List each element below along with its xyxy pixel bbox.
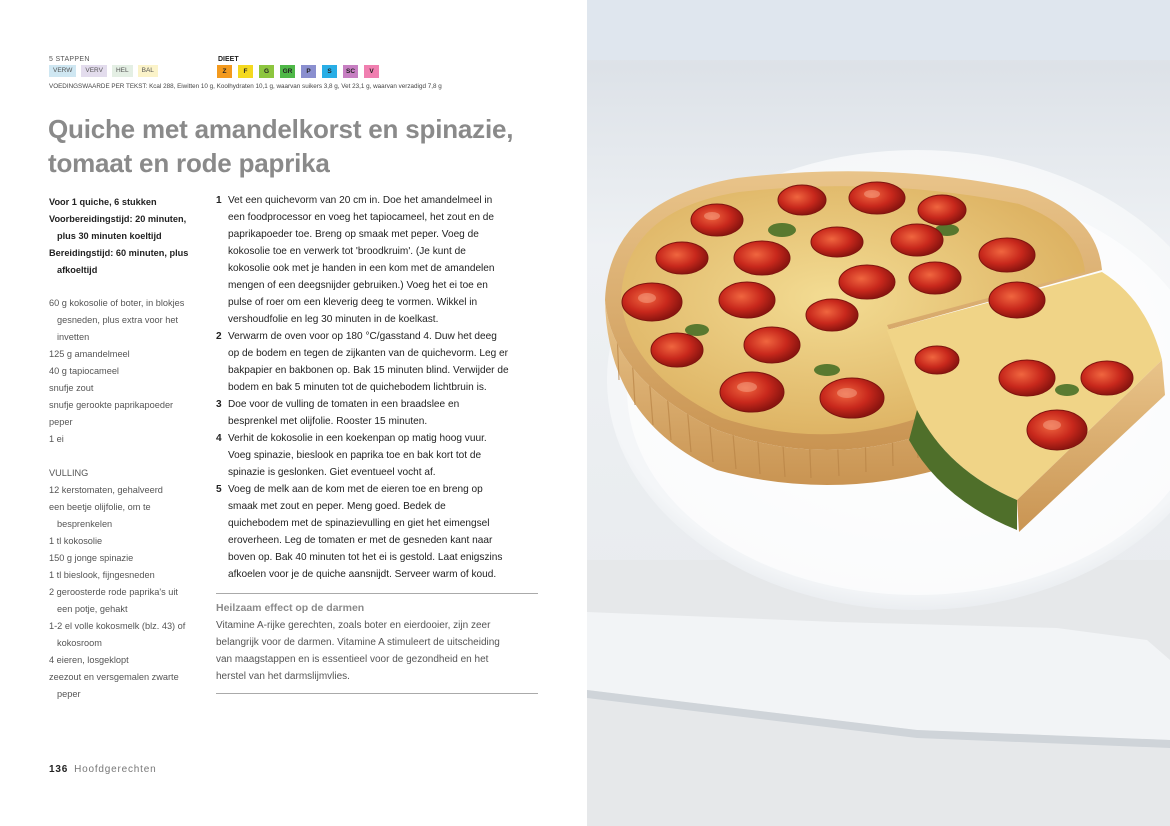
diet-tag: GR (280, 65, 295, 78)
ingredient-line: een potje, gehakt (57, 604, 128, 614)
step-line: quichebodem met de spinazievulling en giet het eimengsel (228, 518, 490, 529)
diet-tag: S (322, 65, 337, 78)
ingredient-line: 125 g amandelmeel (49, 349, 130, 359)
nutrition-info: VOEDINGSWAARDE PER TEKST: Kcal 288, Eiwitten 10 g, Koolhydraten 10,1 g, waarvan suikers 3,8 g, Vet 23,1 g, waarvan verzadigd 7,8 g (49, 83, 442, 90)
ingredient-line: zeezout en versgemalen zwarte (49, 672, 179, 682)
step-line: paprikapoeder toe. Breng op smaak met peper. Voeg de (228, 229, 479, 240)
step-line: bakpapier en bakbonen op. Bak 15 minuten blind. Verwijder de (228, 365, 509, 376)
title-line-1: Quiche met amandelkorst en spinazie, (48, 114, 514, 144)
step-line: kokosolie ook met je handen in een kom met de amandelen (228, 263, 495, 274)
method-step (216, 430, 540, 481)
step-number: 4 (216, 433, 222, 444)
step-line: Voeg spinazie, bieslook en paprika toe en bak kort tot de (228, 450, 482, 461)
tip-line: belangrijk voor de darmen. Vitamine A stimuleert de uitscheiding (216, 637, 500, 648)
tip-text (216, 617, 538, 685)
ingredient-line: 4 eieren, losgeklopt (49, 655, 129, 665)
ingredient-line: kokosroom (57, 638, 102, 648)
step-line: eroverheen. Leg de tomaten er met de gesneden kant naar (228, 535, 493, 546)
diet-tag: Z (217, 65, 232, 78)
step-line: afkoelen voor je de quiche aansnijdt. Serveer warm of koud. (228, 569, 497, 580)
page-footer (49, 764, 156, 775)
diet-tag: F (238, 65, 253, 78)
step-text (228, 328, 540, 396)
ingredient-line: 1 tl bieslook, fijngesneden (49, 570, 155, 580)
prep-time: Voorbereidingstijd: 20 minuten, (49, 214, 187, 224)
step-line: Voeg de melk aan de kom met de eieren toe en breng op (228, 484, 483, 495)
step-tag: VERW (49, 65, 76, 77)
step-number: 2 (216, 331, 222, 342)
step-text (228, 192, 540, 328)
ingredient-item (49, 397, 209, 414)
ingredient-item (49, 652, 209, 669)
ingredient-line: een beetje olijfolie, om te (49, 502, 151, 512)
steps-tags (49, 65, 158, 77)
step-text (228, 396, 540, 430)
step-tag: VERV (81, 65, 107, 77)
diet-tag: G (259, 65, 274, 78)
step-number: 1 (216, 195, 222, 206)
ingredient-line: peper (49, 417, 73, 427)
ingredient-item (49, 482, 209, 499)
ingredient-item (49, 363, 209, 380)
method-step (216, 481, 540, 583)
filling-ingredients (49, 482, 209, 703)
step-line: vershoudfolie en leg 30 minuten in de koelkast. (228, 314, 439, 325)
ingredient-line: 12 kerstomaten, gehalveerd (49, 485, 163, 495)
step-line: kokosolie toe en verwerk tot 'broodkruim'. (Je kunt de (228, 246, 466, 257)
ingredient-line: 2 geroosterde rode paprika's uit (49, 587, 178, 597)
diet-tag: P (301, 65, 316, 78)
ingredient-line: 1 ei (49, 434, 64, 444)
tip-line: herstel van het darmslijmvlies. (216, 671, 350, 682)
ingredient-item (49, 380, 209, 397)
step-tag: HEL (112, 65, 133, 77)
cook-time-cont: afkoeltijd (57, 265, 98, 275)
step-line: besprenkel met olijfolie. Rooster 15 minuten. (228, 416, 428, 427)
tip-line: Vitamine A-rijke gerechten, zoals boter en eierdooier, zijn zeer (216, 620, 491, 631)
method-step (216, 396, 540, 430)
step-line: Doe voor de vulling de tomaten in een braadslee en (228, 399, 460, 410)
diet-label: DIEET (218, 56, 239, 63)
step-number: 3 (216, 399, 222, 410)
ingredient-line: 40 g tapiocameel (49, 366, 119, 376)
filling-heading: VULLING (49, 468, 89, 478)
step-line: pulse of roer om een kleverig deeg te vormen. Wikkel in (228, 297, 478, 308)
ingredient-line: snufje gerookte paprikapoeder (49, 400, 174, 410)
quiche-illustration (587, 0, 1170, 826)
step-line: Verwarm de oven voor op 180 °C/gasstand 4. Duw het deeg (228, 331, 497, 342)
ingredient-item (49, 431, 209, 448)
step-line: op de bodem en tegen de zijkanten van de quichevorm. Leg er (228, 348, 509, 359)
page-number: 136 (49, 764, 69, 775)
step-tag: BAL (138, 65, 158, 77)
ingredient-item (49, 499, 209, 533)
cook-time: Bereidingstijd: 60 minuten, plus (49, 248, 189, 258)
section-name: Hoofdgerechten (74, 764, 157, 775)
ingredient-item (49, 533, 209, 550)
tip-box (216, 593, 538, 694)
prep-time-cont: plus 30 minuten koeltijd (57, 231, 162, 241)
ingredient-line: snufje zout (49, 383, 94, 393)
diet-tag: V (364, 65, 379, 78)
ingredient-line: 1 tl kokosolie (49, 536, 103, 546)
method-steps (216, 192, 540, 583)
step-line: smaak met zout en peper. Meng goed. Bedek de (228, 501, 446, 512)
step-number: 5 (216, 484, 222, 495)
ingredient-item (49, 567, 209, 584)
method-step (216, 328, 540, 396)
ingredient-line: invetten (57, 332, 90, 342)
ingredient-line: besprenkelen (57, 519, 113, 529)
title-line-2: tomaat en rode paprika (48, 148, 330, 178)
tip-heading: Heilzaam effect op de darmen (216, 602, 365, 614)
ingredient-item (49, 584, 209, 618)
step-line: spinazie is geslonken. Giet eventueel vocht af. (228, 467, 436, 478)
ingredient-item (49, 669, 209, 703)
ingredient-line: 60 g kokosolie of boter, in blokjes (49, 298, 185, 308)
diet-tag: SC (343, 65, 358, 78)
step-line: Vet een quichevorm van 20 cm in. Doe het amandelmeel in (228, 195, 493, 206)
ingredient-line: 150 g jonge spinazie (49, 553, 134, 563)
ingredient-line: gesneden, plus extra voor het (57, 315, 179, 325)
ingredient-item (49, 295, 209, 346)
steps-label: 5 STAPPEN (49, 56, 90, 63)
right-page (587, 0, 1170, 826)
ingredient-line: 1-2 el volle kokosmelk (blz. 43) of (49, 621, 186, 631)
tip-line: van maagstappen en is essentieel voor de gezondheid en het (216, 654, 489, 665)
step-text (228, 430, 540, 481)
servings-info (49, 194, 209, 279)
ingredient-item (49, 414, 209, 431)
step-line: boven op. Bak 40 minuten tot het ei is gestold. Laat enigszins (228, 552, 503, 563)
ingredient-item (49, 550, 209, 567)
crust-ingredients (49, 295, 209, 448)
step-line: Verhit de kokosolie in een koekenpan op matig hoog vuur. (228, 433, 487, 444)
recipe-title (48, 112, 568, 180)
step-text (228, 481, 540, 583)
quiche-photo (587, 0, 1170, 826)
ingredient-item (49, 346, 209, 363)
ingredient-line: peper (57, 689, 81, 699)
diet-tags (217, 65, 379, 78)
ingredients-column (49, 194, 209, 703)
step-line: mengen of een deegsnijder gebruiken.) Voeg het ei toe en (228, 280, 488, 291)
ingredient-item (49, 618, 209, 652)
step-line: een foodprocessor en voeg het tapiocameel, het zout en de (228, 212, 494, 223)
step-line: bodem en bak 5 minuten tot de quichebodem lichtbruin is. (228, 382, 487, 393)
method-step (216, 192, 540, 328)
yield: Voor 1 quiche, 6 stukken (49, 197, 157, 207)
